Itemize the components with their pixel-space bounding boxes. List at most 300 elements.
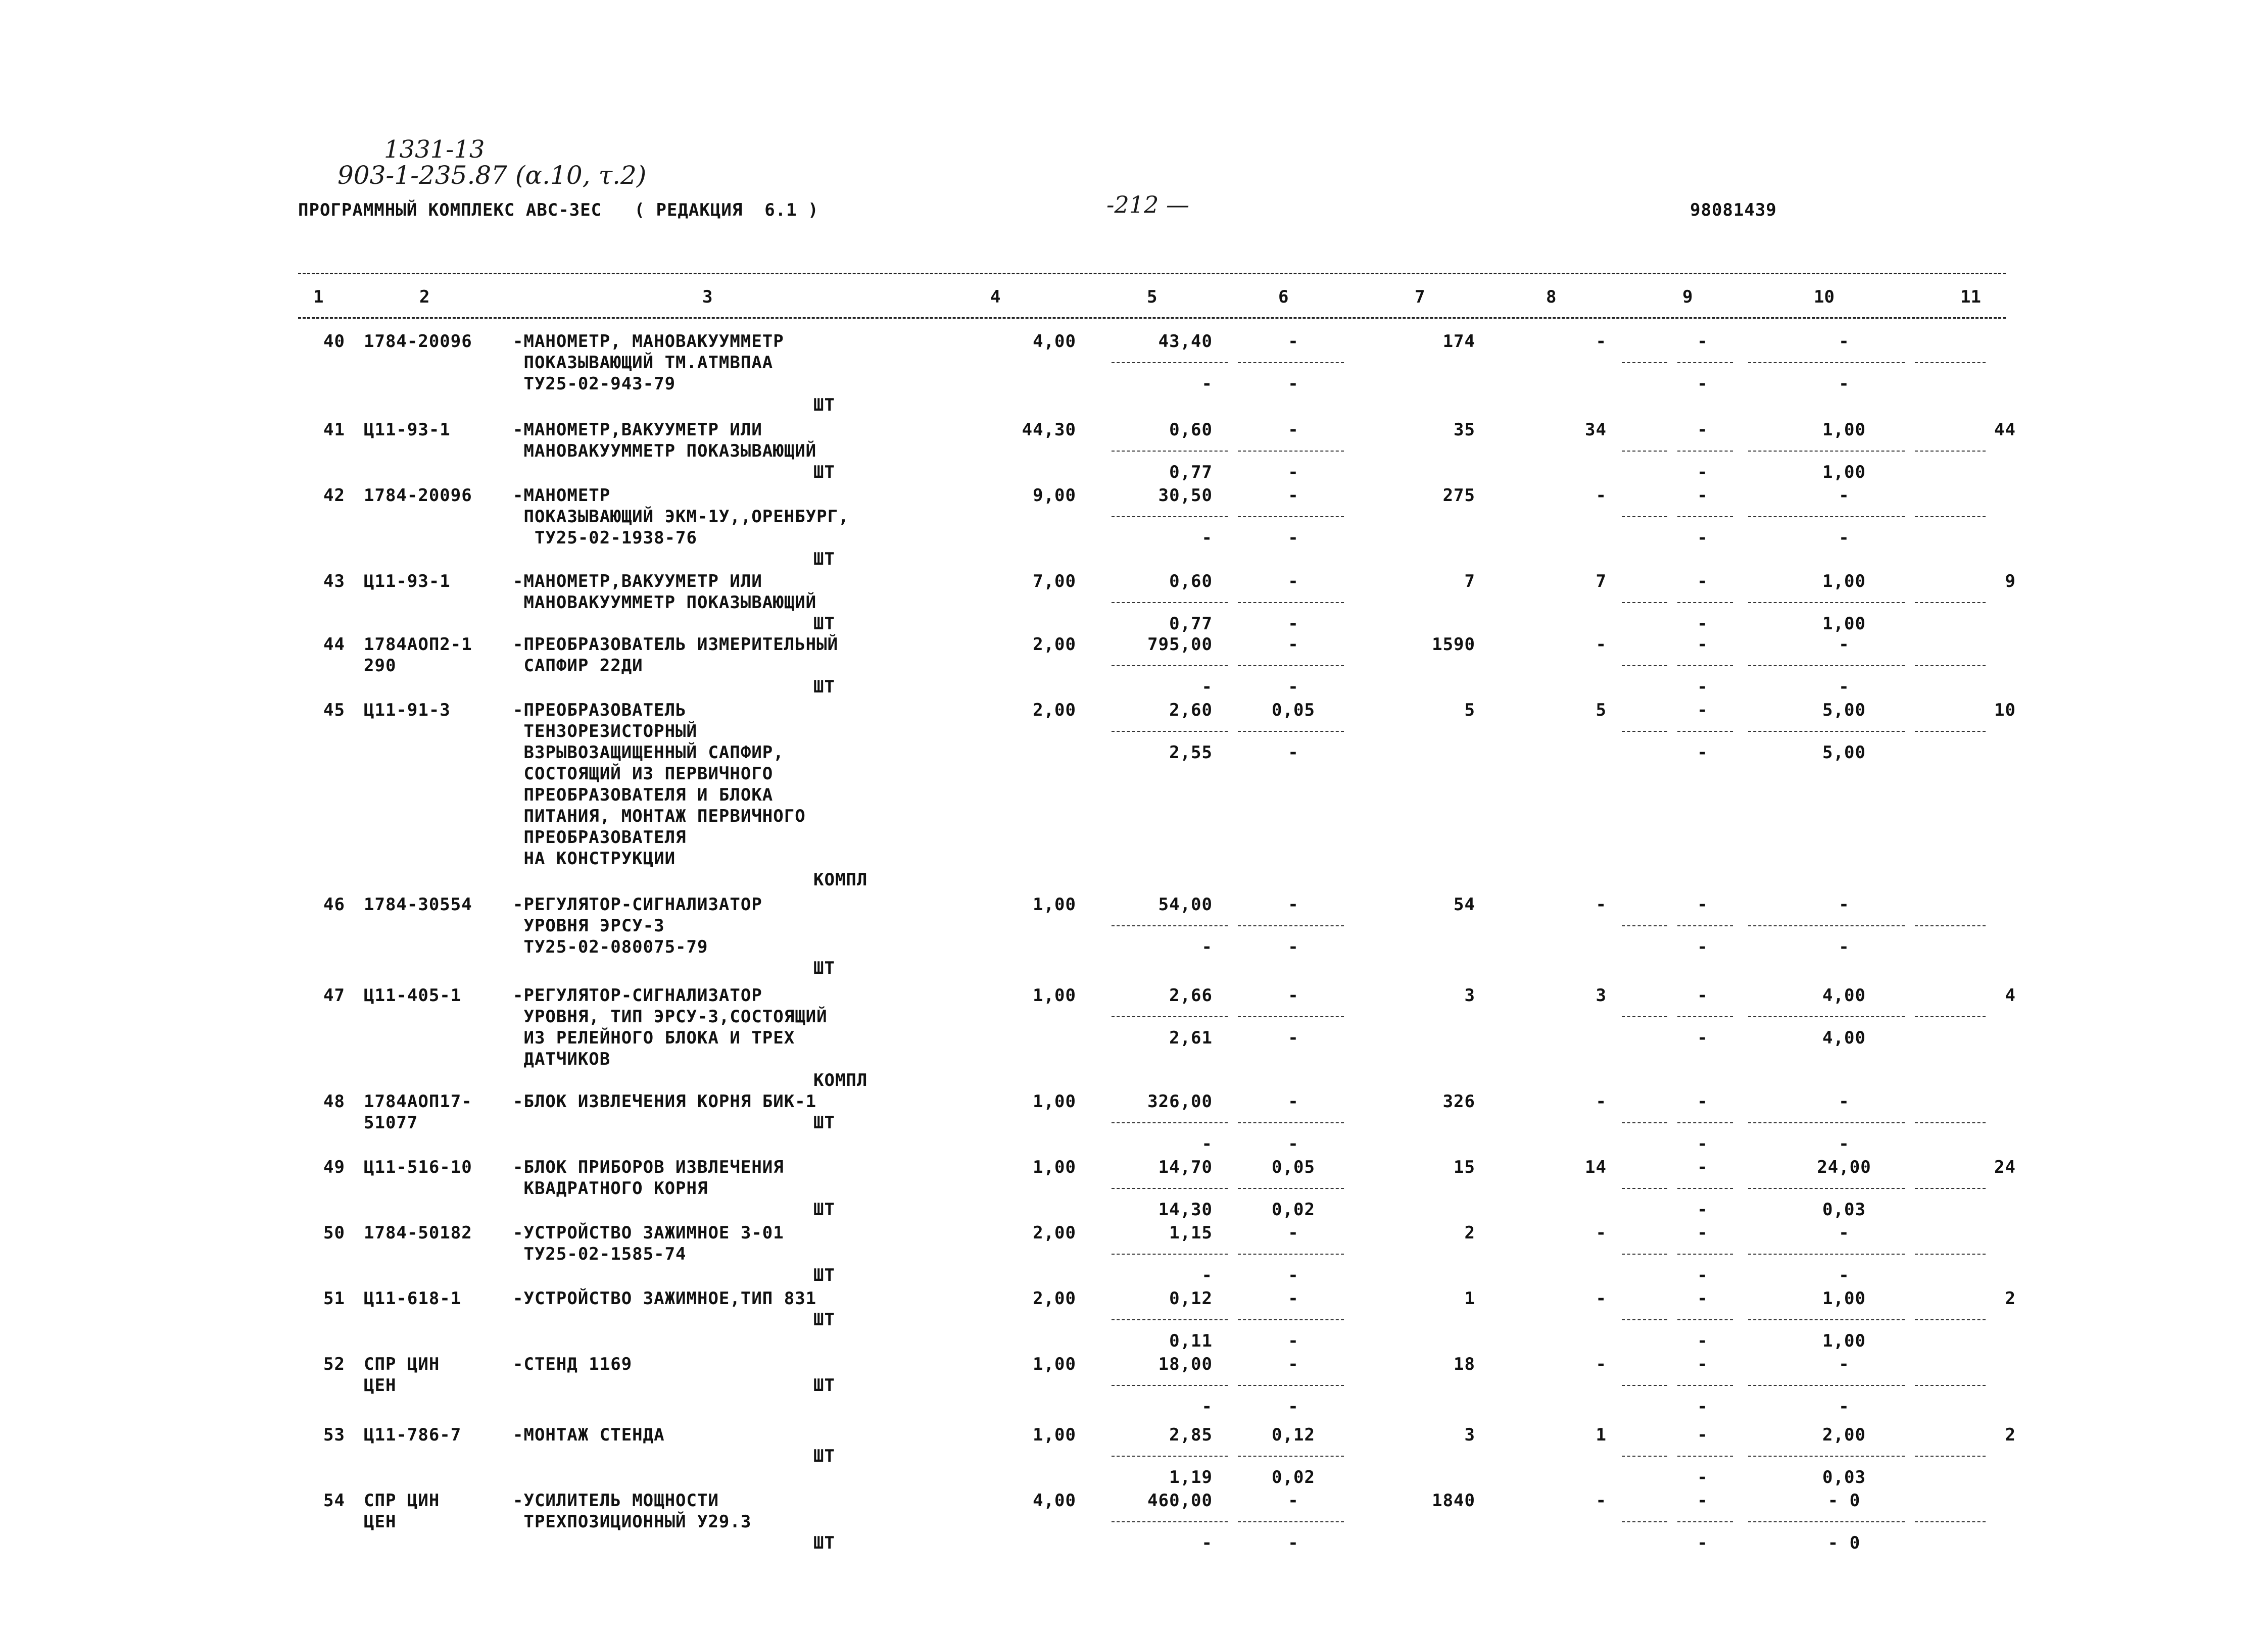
row-total: 7 [1464,571,1475,591]
row-unit: КОМПЛ [813,1070,868,1090]
row-col6: - [1288,331,1299,352]
row-name: ПОКАЗЫВАЮЩИЙ ТМ.АТМВПАА [513,353,774,373]
row-name: ТУ25-02-943-79 [513,374,676,394]
row-subtotal-rule [1677,1254,1733,1255]
row-col6-second: - [1288,614,1299,634]
row-subtotal-rule [1622,925,1667,926]
row-unit-price-wage: - [1201,1397,1213,1417]
row-subtotal-rule [1915,602,1986,603]
row-col8: - [1596,1288,1607,1309]
row-unit: ШТ [813,1265,835,1285]
row-col6-second: 0,02 [1272,1200,1315,1220]
row-col9-second: - [1697,1533,1708,1553]
row-subtotal-rule [1748,362,1905,363]
row-name: МАНОВАКУУММЕТР ПОКАЗЫВАЮЩИЙ [513,441,817,461]
row-unit-price: 0,12 [1169,1288,1213,1309]
row-unit: ШТ [813,395,835,415]
row-code: Ц11-93-1 [364,420,451,440]
row-col6: 0,12 [1272,1425,1315,1445]
document-number: 98081439 [1690,200,1777,220]
row-labor-second: - [1839,374,1850,394]
row-subtotal-rule [1238,1319,1344,1320]
row-name: -МОНТАЖ СТЕНДА [513,1425,665,1445]
row-col6-second: - [1288,528,1299,548]
row-col8: - [1596,1223,1607,1243]
row-quantity: 1,00 [1033,1157,1076,1177]
row-subtotal-rule [1915,1319,1986,1320]
row-col8: 5 [1596,700,1607,720]
row-subtotal-rule [1112,516,1228,517]
row-col9-second: - [1697,1467,1708,1487]
handwritten-page-number: -212 — [1106,191,1189,218]
row-name: -МАНОМЕТР,ВАКУУМЕТР ИЛИ [513,420,762,440]
row-subtotal-rule [1622,731,1667,732]
row-col11: 2 [2005,1425,2016,1445]
row-quantity: 2,00 [1033,1223,1076,1243]
row-unit-price: 2,60 [1169,700,1213,720]
row-subtotal-rule [1238,602,1344,603]
row-labor-second: 1,00 [1822,1331,1866,1351]
row-col6: - [1288,1490,1299,1511]
row-col6: - [1288,985,1299,1006]
row-labor: 1,00 [1822,571,1866,591]
row-col9: - [1697,1091,1708,1112]
row-name: ИЗ РЕЛЕЙНОГО БЛОКА И ТРЕХ [513,1028,795,1048]
row-subtotal-rule [1677,451,1733,452]
row-subtotal-rule [1112,1319,1228,1320]
row-name: -МАНОМЕТР, МАНОВАКУУММЕТР [513,331,784,352]
row-labor: - [1839,894,1850,915]
row-subtotal-rule [1748,1521,1905,1522]
row-unit-price-wage: 2,61 [1169,1028,1213,1048]
row-code: 1784-20096 [364,485,472,506]
row-subtotal-rule [1748,1122,1905,1123]
row-unit: ШТ [813,1310,835,1330]
row-subtotal-rule [1112,602,1228,603]
row-col9: - [1697,485,1708,506]
row-col11: 9 [2005,571,2016,591]
row-name: ТРЕХПОЗИЦИОННЫЙ У29.3 [513,1512,752,1532]
row-subtotal-rule [1677,516,1733,517]
handwritten-index: 1331-13 [384,135,485,164]
row-unit: ШТ [813,549,835,569]
row-code: Ц11-618-1 [364,1288,462,1309]
row-unit-price: 0,60 [1169,571,1213,591]
row-total: 2 [1464,1223,1475,1243]
row-unit-price: 0,60 [1169,420,1213,440]
row-col6: - [1288,1354,1299,1374]
row-name: ТУ25-02-080075-79 [513,937,708,957]
row-labor: - [1839,331,1850,352]
row-name: -СТЕНД 1169 [513,1354,633,1374]
row-unit-price-wage: - [1201,374,1213,394]
row-name: -ПРЕОБРАЗОВАТЕЛЬ ИЗМЕРИТЕЛЬНЫЙ [513,634,839,655]
row-code: Ц11-786-7 [364,1425,462,1445]
row-unit-price: 43,40 [1158,331,1213,352]
row-col9-second: - [1697,1331,1708,1351]
row-col6-second: - [1288,742,1299,763]
row-col6-second: - [1288,937,1299,957]
row-col9-second: - [1697,528,1708,548]
row-unit: ШТ [813,1200,835,1220]
row-number: 49 [323,1157,345,1177]
row-subtotal-rule [1238,1521,1344,1522]
row-name: ТУ25-02-1938-76 [513,528,697,548]
row-unit: ШТ [813,614,835,634]
row-labor: 24,00 [1817,1157,1871,1177]
row-name: ПРЕОБРАЗОВАТЕЛЯ И БЛОКА [513,785,774,805]
row-col8: 34 [1585,420,1607,440]
row-unit-price-wage: 1,19 [1169,1467,1213,1487]
row-name: ДАТЧИКОВ [513,1049,611,1069]
row-unit-price-wage: 0,11 [1169,1331,1213,1351]
row-total: 3 [1464,985,1475,1006]
row-col11: 2 [2005,1288,2016,1309]
row-col8: - [1596,1091,1607,1112]
row-name: ТУ25-02-1585-74 [513,1244,687,1264]
row-code: 51077 [364,1113,418,1133]
row-col9: - [1697,331,1708,352]
document-title: ПРОГРАММНЫЙ КОМПЛЕКС АВС-3ЕС ( РЕДАКЦИЯ 6.1 ) [298,200,819,220]
row-subtotal-rule [1677,1016,1733,1017]
row-labor: 1,00 [1822,420,1866,440]
row-subtotal-rule [1748,516,1905,517]
row-number: 50 [323,1223,345,1243]
row-name: САПФИР 22ДИ [513,656,643,676]
row-name: ПОКАЗЫВАЮЩИЙ ЭКМ-1У,,ОРЕНБУРГ, [513,507,849,527]
row-name: СОСТОЯЩИЙ ИЗ ПЕРВИЧНОГО [513,764,774,784]
row-subtotal-rule [1677,1456,1733,1457]
column-header-2: 2 [419,287,430,307]
row-name: -УСТРОЙСТВО ЗАЖИМНОЕ,ТИП 831 [513,1288,817,1309]
row-labor-second: - 0 [1827,1533,1861,1553]
row-code: 290 [364,656,397,676]
row-total: 275 [1442,485,1475,506]
row-quantity: 1,00 [1033,1425,1076,1445]
row-labor-second: 1,00 [1822,614,1866,634]
row-name: ТЕНЗОРЕЗИСТОРНЫЙ [513,721,697,741]
row-name: -РЕГУЛЯТОР-СИГНАЛИЗАТОР [513,894,762,915]
row-subtotal-rule [1238,1122,1344,1123]
row-labor-second: 0,03 [1822,1200,1866,1220]
row-subtotal-rule [1622,602,1667,603]
row-number: 52 [323,1354,345,1374]
row-quantity: 1,00 [1033,1354,1076,1374]
row-col6: - [1288,571,1299,591]
row-quantity: 2,00 [1033,634,1076,655]
row-col6-second: - [1288,1331,1299,1351]
row-unit-price: 30,50 [1158,485,1213,506]
row-col9: - [1697,1157,1708,1177]
row-code: ЦЕН [364,1512,397,1532]
row-col9: - [1697,1354,1708,1374]
row-unit-price: 54,00 [1158,894,1213,915]
row-col6: - [1288,485,1299,506]
row-total: 174 [1442,331,1475,352]
row-subtotal-rule [1112,1521,1228,1522]
row-subtotal-rule [1915,1385,1986,1386]
row-total: 1 [1464,1288,1475,1309]
row-unit-price: 795,00 [1147,634,1213,655]
row-subtotal-rule [1677,731,1733,732]
row-name: -МАНОМЕТР [513,485,611,506]
row-number: 43 [323,571,345,591]
row-code: Ц11-91-3 [364,700,451,720]
row-name: -ПРЕОБРАЗОВАТЕЛЬ [513,700,687,720]
row-col8: 3 [1596,985,1607,1006]
row-subtotal-rule [1622,362,1667,363]
row-labor: 1,00 [1822,1288,1866,1309]
row-quantity: 4,00 [1033,1490,1076,1511]
row-total: 326 [1442,1091,1475,1112]
row-col11: 24 [1994,1157,2016,1177]
row-labor: - [1839,1354,1850,1374]
row-subtotal-rule [1915,731,1986,732]
row-number: 45 [323,700,345,720]
row-col8: - [1596,1490,1607,1511]
row-number: 40 [323,331,345,352]
row-col9-second: - [1697,937,1708,957]
column-header-6: 6 [1278,287,1289,307]
row-code: СПР ЦИН [364,1490,440,1511]
row-subtotal-rule [1112,1385,1228,1386]
row-unit-price-wage: - [1201,937,1213,957]
row-col9: - [1697,1490,1708,1511]
row-unit-price-wage: 2,55 [1169,742,1213,763]
row-labor: - [1839,1091,1850,1112]
row-unit-price: 18,00 [1158,1354,1213,1374]
row-col6: 0,05 [1272,700,1315,720]
row-unit: ШТ [813,1113,835,1133]
row-subtotal-rule [1112,1188,1228,1189]
row-unit-price: 1,15 [1169,1223,1213,1243]
row-labor-second: 0,03 [1822,1467,1866,1487]
row-number: 53 [323,1425,345,1445]
row-name: -МАНОМЕТР,ВАКУУМЕТР ИЛИ [513,571,762,591]
row-subtotal-rule [1748,1188,1905,1189]
row-number: 44 [323,634,345,655]
row-col9: - [1697,1288,1708,1309]
row-number: 41 [323,420,345,440]
row-code: 1784-30554 [364,894,472,915]
row-col6-second: - [1288,1397,1299,1417]
row-col9-second: - [1697,1397,1708,1417]
row-unit: ШТ [813,1446,835,1466]
row-name: УРОВНЯ, ТИП ЭРСУ-3,СОСТОЯЩИЙ [513,1007,828,1027]
row-subtotal-rule [1915,1456,1986,1457]
row-subtotal-rule [1238,665,1344,666]
row-subtotal-rule [1622,1254,1667,1255]
column-header-4: 4 [990,287,1001,307]
row-unit-price-wage: 0,77 [1169,614,1213,634]
row-col9-second: - [1697,374,1708,394]
handwritten-project-ref: 903-1-235.87 (α.10, τ.2) [337,161,647,190]
row-subtotal-rule [1677,602,1733,603]
column-header-1: 1 [313,287,324,307]
row-code: Ц11-516-10 [364,1157,472,1177]
row-subtotal-rule [1112,665,1228,666]
row-col8: - [1596,485,1607,506]
row-name: ПИТАНИЯ, МОНТАЖ ПЕРВИЧНОГО [513,806,806,826]
row-col9: - [1697,985,1708,1006]
row-subtotal-rule [1915,1188,1986,1189]
row-col8: - [1596,331,1607,352]
row-unit-price-wage: 0,77 [1169,462,1213,482]
row-col6: - [1288,1288,1299,1309]
row-unit: ШТ [813,1375,835,1396]
row-subtotal-rule [1622,665,1667,666]
row-subtotal-rule [1677,925,1733,926]
row-labor-second: - [1839,1397,1850,1417]
row-code: 1784АОП2-1 [364,634,472,655]
row-subtotal-rule [1238,362,1344,363]
row-subtotal-rule [1677,1385,1733,1386]
row-quantity: 4,00 [1033,331,1076,352]
row-labor-second: - [1839,937,1850,957]
row-col9-second: - [1697,614,1708,634]
row-col9: - [1697,1425,1708,1445]
row-subtotal-rule [1238,925,1344,926]
row-subtotal-rule [1238,1188,1344,1189]
row-subtotal-rule [1112,362,1228,363]
row-col6-second: - [1288,1533,1299,1553]
row-col11: 10 [1994,700,2016,720]
row-subtotal-rule [1915,1016,1986,1017]
row-col9: - [1697,700,1708,720]
row-name: -УСТРОЙСТВО ЗАЖИМНОЕ 3-01 [513,1223,784,1243]
row-col6-second: - [1288,1134,1299,1154]
row-col11: 44 [1994,420,2016,440]
row-unit-price-wage: - [1201,528,1213,548]
row-subtotal-rule [1748,1254,1905,1255]
row-code: ЦЕН [364,1375,397,1396]
row-quantity: 2,00 [1033,1288,1076,1309]
row-name: МАНОВАКУУММЕТР ПОКАЗЫВАЮЩИЙ [513,592,817,613]
row-subtotal-rule [1622,1385,1667,1386]
row-subtotal-rule [1622,1456,1667,1457]
row-unit: ШТ [813,1533,835,1553]
row-subtotal-rule [1677,1122,1733,1123]
row-number: 51 [323,1288,345,1309]
row-col9: - [1697,894,1708,915]
row-number: 42 [323,485,345,506]
row-subtotal-rule [1112,731,1228,732]
row-unit-price-wage: - [1201,1533,1213,1553]
row-number: 47 [323,985,345,1006]
row-quantity: 9,00 [1033,485,1076,506]
row-labor-second: 4,00 [1822,1028,1866,1048]
row-col8: 1 [1596,1425,1607,1445]
row-subtotal-rule [1677,1521,1733,1522]
row-subtotal-rule [1677,665,1733,666]
row-subtotal-rule [1238,451,1344,452]
row-col6: - [1288,1091,1299,1112]
row-subtotal-rule [1677,1188,1733,1189]
row-col8: - [1596,894,1607,915]
row-subtotal-rule [1238,1016,1344,1017]
row-total: 18 [1454,1354,1475,1374]
row-subtotal-rule [1748,602,1905,603]
row-subtotal-rule [1748,1016,1905,1017]
row-col8: - [1596,1354,1607,1374]
row-quantity: 1,00 [1033,894,1076,915]
row-code: Ц11-405-1 [364,985,462,1006]
row-col9: - [1697,634,1708,655]
row-subtotal-rule [1622,1122,1667,1123]
row-col6-second: - [1288,374,1299,394]
row-name: НА КОНСТРУКЦИИ [513,849,676,869]
row-subtotal-rule [1915,451,1986,452]
row-subtotal-rule [1915,1254,1986,1255]
row-subtotal-rule [1748,925,1905,926]
row-subtotal-rule [1238,1385,1344,1386]
row-col6: - [1288,1223,1299,1243]
row-labor: - 0 [1827,1490,1861,1511]
row-quantity: 44,30 [1022,420,1076,440]
row-number: 54 [323,1490,345,1511]
row-col9: - [1697,1223,1708,1243]
row-labor-second: 1,00 [1822,462,1866,482]
row-labor: 2,00 [1822,1425,1866,1445]
row-subtotal-rule [1238,1456,1344,1457]
row-col6-second: 0,02 [1272,1467,1315,1487]
row-subtotal-rule [1748,451,1905,452]
row-col6-second: - [1288,1265,1299,1285]
row-name: УРОВНЯ ЭРСУ-3 [513,916,665,936]
row-unit: ШТ [813,958,835,978]
row-col9-second: - [1697,1028,1708,1048]
row-unit: ШТ [813,677,835,697]
row-subtotal-rule [1622,1016,1667,1017]
row-total: 15 [1454,1157,1475,1177]
row-col9-second: - [1697,1134,1708,1154]
row-col6: 0,05 [1272,1157,1315,1177]
column-header-5: 5 [1147,287,1157,307]
column-header-11: 11 [1960,287,1981,307]
row-col9-second: - [1697,1200,1708,1220]
row-unit-price: 14,70 [1158,1157,1213,1177]
row-subtotal-rule [1748,1456,1905,1457]
column-header-8: 8 [1546,287,1557,307]
row-unit-price: 326,00 [1147,1091,1213,1112]
row-labor-second: - [1839,677,1850,697]
table-top-rule [298,273,2006,274]
row-subtotal-rule [1748,731,1905,732]
row-subtotal-rule [1915,1521,1986,1522]
row-unit-price: 2,66 [1169,985,1213,1006]
row-subtotal-rule [1915,516,1986,517]
row-unit: КОМПЛ [813,870,868,890]
row-subtotal-rule [1112,925,1228,926]
row-subtotal-rule [1112,1016,1228,1017]
row-subtotal-rule [1748,1385,1905,1386]
row-labor: - [1839,485,1850,506]
row-subtotal-rule [1748,665,1905,666]
row-subtotal-rule [1622,1521,1667,1522]
row-subtotal-rule [1622,1319,1667,1320]
row-col9-second: - [1697,742,1708,763]
row-col6-second: - [1288,1028,1299,1048]
row-unit-price-wage: - [1201,677,1213,697]
row-subtotal-rule [1112,1456,1228,1457]
row-subtotal-rule [1238,731,1344,732]
row-col9-second: - [1697,677,1708,697]
row-unit-price: 2,85 [1169,1425,1213,1445]
row-name: КВАДРАТНОГО КОРНЯ [513,1178,708,1199]
row-code: 1784АОП17- [364,1091,472,1112]
table-header-rule [298,317,2006,319]
row-unit-price-wage: - [1201,1265,1213,1285]
